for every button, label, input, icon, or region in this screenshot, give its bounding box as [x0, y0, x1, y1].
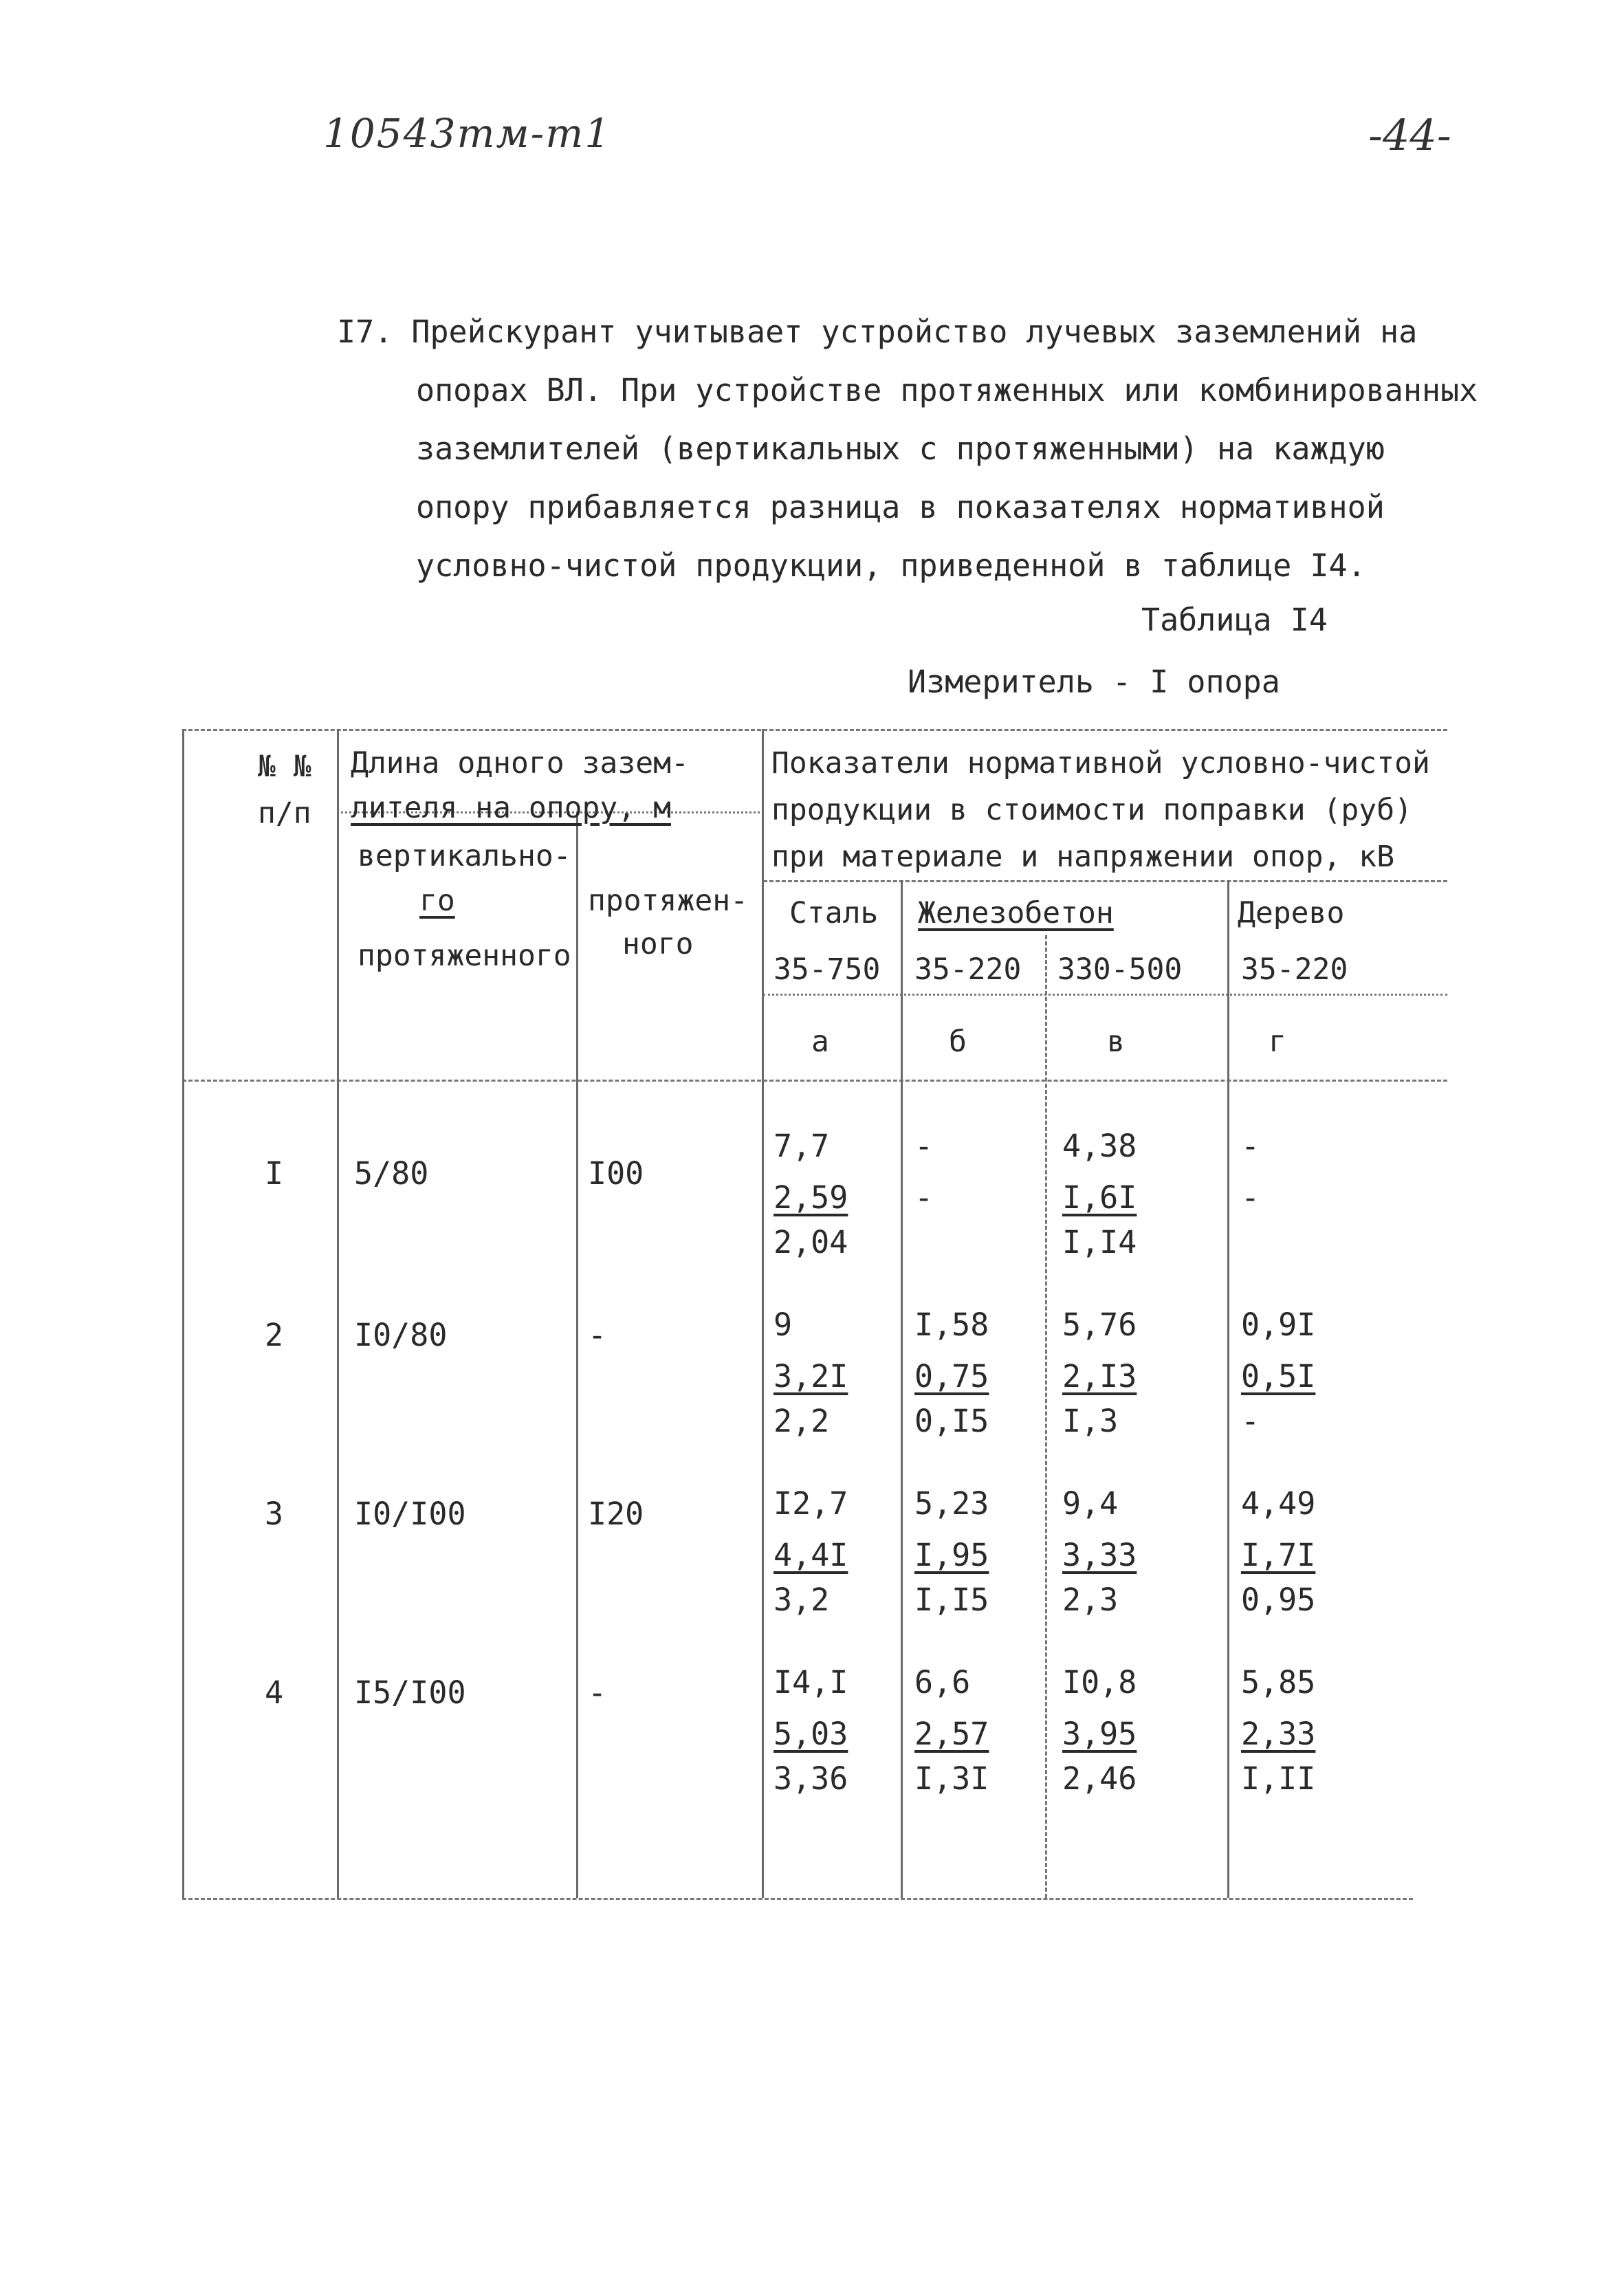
cell-c: 5,76: [1062, 1307, 1137, 1343]
row-extended: -: [588, 1317, 607, 1353]
cell-a: I2,7: [773, 1485, 848, 1522]
measure-unit: Измеритель - I опора: [908, 664, 1280, 700]
header-voltage: 330-500: [1057, 952, 1183, 987]
cell-b: I,I5: [914, 1582, 989, 1618]
cell-c: I,I4: [1062, 1224, 1137, 1260]
col-divider: [1227, 880, 1229, 1898]
cell-b: I,3I: [914, 1760, 989, 1797]
header-letter: в: [1107, 1025, 1125, 1059]
row-num: 2: [265, 1317, 284, 1353]
cell-a: 2,2: [773, 1403, 830, 1439]
cell-c: 3,33: [1062, 1537, 1137, 1573]
header-length: Длина одного зазем-: [351, 746, 689, 780]
row-vertical: I0/I00: [354, 1496, 466, 1532]
row-vertical: I0/80: [354, 1317, 448, 1353]
cell-b: I,95: [914, 1537, 989, 1573]
cell-d: 4,49: [1241, 1485, 1316, 1522]
cell-c: I0,8: [1062, 1664, 1137, 1701]
header-material-steel: Сталь: [789, 896, 879, 930]
header-voltage: 35-220: [914, 952, 1022, 987]
header-num: п/п: [258, 796, 311, 831]
paragraph-line: опору прибавляется разница в показателях нормативной: [416, 489, 1385, 525]
col-divider: [901, 880, 903, 1898]
header-voltage: 35-750: [773, 952, 881, 987]
cell-c: 4,38: [1062, 1128, 1137, 1164]
cell-c: I,6I: [1062, 1179, 1137, 1216]
header-num: № №: [258, 750, 311, 784]
cell-a: I4,I: [773, 1664, 848, 1701]
cell-a: 3,2: [773, 1582, 830, 1618]
cell-c: 3,95: [1062, 1716, 1137, 1752]
handwritten-page-number: -44-: [1368, 110, 1451, 160]
cell-d: 5,85: [1241, 1664, 1316, 1701]
table-left-border: [182, 729, 184, 1898]
paragraph-line: опорах ВЛ. При устройстве протяженных или комбинированных: [416, 372, 1478, 408]
col-divider: [1045, 935, 1047, 1898]
cell-d: 0,95: [1241, 1582, 1316, 1618]
cell-d: -: [1241, 1179, 1260, 1216]
voltage-rule: [763, 994, 1447, 996]
header-extended: протяжен-: [588, 884, 748, 918]
header-letter: а: [811, 1025, 829, 1059]
cell-d: I,II: [1241, 1760, 1316, 1797]
cell-a: 5,03: [773, 1716, 848, 1752]
table-caption: Таблица I4: [1141, 602, 1328, 638]
cell-b: 2,57: [914, 1716, 989, 1752]
cell-c: I,3: [1062, 1403, 1119, 1439]
header-vertical: го: [419, 884, 455, 918]
cell-b: 6,6: [914, 1664, 971, 1701]
cell-b: -: [914, 1128, 934, 1164]
row-num: I: [265, 1155, 284, 1192]
cell-a: 4,4I: [773, 1537, 848, 1573]
col-divider: [762, 729, 764, 1898]
cell-a: 7,7: [773, 1128, 830, 1164]
cell-a: 3,2I: [773, 1358, 848, 1395]
paragraph-line: I7. Прейскурант учитывает устройство лучевых заземлений на: [337, 314, 1418, 350]
row-vertical: 5/80: [354, 1155, 429, 1192]
cell-c: 2,3: [1062, 1582, 1119, 1618]
cell-a: 9: [773, 1307, 793, 1343]
header-vertical: протяженного: [358, 939, 571, 973]
cell-c: 2,46: [1062, 1760, 1137, 1797]
cell-c: 2,I3: [1062, 1358, 1137, 1395]
header-indicators: при материале и напряжении опор, кВ: [771, 840, 1395, 874]
cell-b: 5,23: [914, 1485, 989, 1522]
header-bottom-rule: [182, 1080, 1447, 1082]
paragraph-17: [337, 303, 1478, 595]
cell-b: 0,I5: [914, 1403, 989, 1439]
cell-c: 9,4: [1062, 1485, 1119, 1522]
header-letter: б: [949, 1025, 967, 1059]
table-bottom-rule: [182, 1898, 1413, 1900]
header-voltage: 35-220: [1241, 952, 1348, 987]
cell-d: -: [1241, 1403, 1260, 1439]
col-divider: [576, 811, 578, 1898]
row-vertical: I5/I00: [354, 1674, 466, 1711]
row-num: 3: [265, 1496, 284, 1532]
cell-b: I,58: [914, 1307, 989, 1343]
col-divider: [337, 729, 339, 1898]
header-material-concrete: Железобетон: [918, 896, 1114, 930]
row-num: 4: [265, 1674, 284, 1711]
cell-a: 3,36: [773, 1760, 848, 1797]
header-length: лителя на опору, м: [351, 791, 671, 825]
row-extended: I20: [588, 1496, 644, 1532]
paragraph-line: условно-чистой продукции, приведенной в таблице I4.: [416, 547, 1366, 584]
header-extended: ного: [622, 927, 694, 961]
indicators-rule: [763, 880, 1447, 882]
cell-a: 2,59: [773, 1179, 848, 1216]
cell-d: -: [1241, 1128, 1260, 1164]
cell-a: 2,04: [773, 1224, 848, 1260]
cell-d: 0,9I: [1241, 1307, 1316, 1343]
cell-b: 0,75: [914, 1358, 989, 1395]
row-extended: I00: [588, 1155, 644, 1192]
header-vertical: вертикально-: [358, 839, 571, 873]
cell-d: 0,5I: [1241, 1358, 1316, 1395]
cell-d: 2,33: [1241, 1716, 1316, 1752]
paragraph-line: заземлителей (вертикальных с протяженными) на каждую: [416, 430, 1385, 467]
cell-b: -: [914, 1179, 934, 1216]
row-extended: -: [588, 1674, 607, 1711]
header-indicators: Показатели нормативной условно-чистой: [771, 746, 1430, 780]
header-indicators: продукции в стоимости поправки (руб): [771, 793, 1412, 827]
cell-d: I,7I: [1241, 1537, 1316, 1573]
header-material-wood: Дерево: [1238, 896, 1345, 930]
header-letter: г: [1269, 1025, 1286, 1059]
handwritten-doc-code: 10543тм-т1: [323, 110, 612, 157]
table-top-rule: [182, 729, 1447, 731]
